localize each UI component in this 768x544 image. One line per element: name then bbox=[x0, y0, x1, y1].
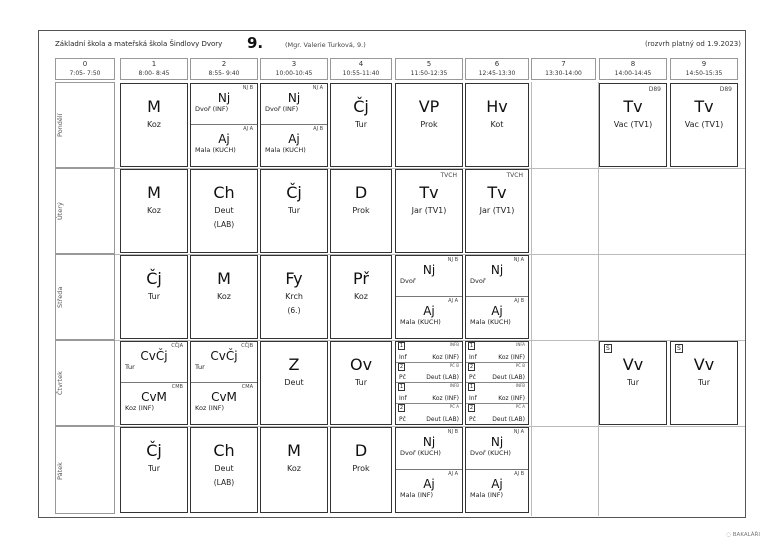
period-header-9: 9 14:50-15:35 bbox=[670, 58, 738, 80]
bakalari-logo: ◌ BAKALÁŘI bbox=[726, 532, 760, 538]
period-header-0: 0 7:05- 7:50 bbox=[55, 58, 115, 80]
lesson-cell[interactable]: TVCH Tv Jar (TV1) bbox=[395, 169, 463, 253]
lesson-cell[interactable]: Čj Tur bbox=[260, 169, 328, 253]
day-label-tuesday: Úterý bbox=[56, 202, 64, 220]
lesson-cell[interactable]: Př Koz bbox=[330, 255, 392, 339]
col-divider bbox=[531, 82, 532, 516]
day-label-friday: Pátek bbox=[56, 462, 64, 480]
lesson-cell-split[interactable]: NJ A Nj Dvoř (KUCH) AJ B Aj Mala (INF) bbox=[465, 427, 529, 513]
period-header-2: 2 8:55- 9:40 bbox=[190, 58, 258, 80]
lesson-cell[interactable]: M Koz bbox=[260, 427, 328, 513]
period-header-8: 8 14:00-14:45 bbox=[599, 58, 667, 80]
lesson-cell-split[interactable]: CČJB CvČj Tur CMA CvM Koz (INF) bbox=[190, 341, 258, 425]
period-header-3: 3 10:00-10:45 bbox=[260, 58, 328, 80]
bakalari-label: BAKALÁŘI bbox=[732, 532, 760, 538]
lesson-cell[interactable]: D Prok bbox=[330, 427, 392, 513]
period-header-7: 7 13:30-14:00 bbox=[531, 58, 596, 80]
lesson-cell[interactable]: S Vv Tur bbox=[599, 341, 667, 425]
lesson-cell[interactable]: Čj Tur bbox=[120, 427, 188, 513]
lesson-cell-split[interactable]: NJ B Nj Dvoř (INF) AJ A Aj Mala (KUCH) bbox=[190, 83, 258, 167]
lesson-cell[interactable]: Čj Tur bbox=[120, 255, 188, 339]
lesson-cell-split[interactable]: NJ B Nj Dvoř AJ A Aj Mala (KUCH) bbox=[395, 255, 463, 339]
lesson-cell[interactable]: D89 Tv Vac (TV1) bbox=[670, 83, 738, 167]
lesson-cell-split[interactable]: NJ A Nj Dvoř (INF) AJ B Aj Mala (KUCH) bbox=[260, 83, 328, 167]
class-name: 9. bbox=[247, 34, 264, 52]
period-header-4: 4 10:55-11:40 bbox=[330, 58, 392, 80]
lesson-cell[interactable]: Fy Krch (6.) bbox=[260, 255, 328, 339]
lesson-cell-quad[interactable]: 1 INFA Inf Koz (INF) 2 PČ B Pč Deut (LAB) 1 INFB Inf Koz (INF) 2 PČ A Pč Deut (LAB) bbox=[465, 341, 529, 425]
lesson-cell[interactable]: Hv Kot bbox=[465, 83, 529, 167]
lesson-cell-split[interactable]: NJ B Nj Dvoř (KUCH) AJ A Aj Mala (INF) bbox=[395, 427, 463, 513]
lesson-cell[interactable]: M Koz bbox=[190, 255, 258, 339]
period-header-1: 1 8:00- 8:45 bbox=[120, 58, 188, 80]
lesson-cell[interactable]: Ch Deut (LAB) bbox=[190, 169, 258, 253]
lesson-cell[interactable]: TVCH Tv Jar (TV1) bbox=[465, 169, 529, 253]
lesson-cell[interactable]: M Koz bbox=[120, 169, 188, 253]
day-label-thursday: Čtvrtek bbox=[56, 371, 64, 395]
lesson-cell[interactable]: Ch Deut (LAB) bbox=[190, 427, 258, 513]
lesson-cell[interactable]: Z Deut bbox=[260, 341, 328, 425]
lesson-cell[interactable]: D Prok bbox=[330, 169, 392, 253]
lesson-cell[interactable]: VP Prok bbox=[395, 83, 463, 167]
school-name: Základní škola a mateřská škola Šindlovy Dvory bbox=[55, 40, 223, 48]
lesson-cell[interactable]: M Koz bbox=[120, 83, 188, 167]
lesson-cell[interactable]: D89 Tv Vac (TV1) bbox=[599, 83, 667, 167]
lesson-cell-quad[interactable]: 1 INFB Inf Koz (INF) 2 PČ B Pč Deut (LAB) 1 INFB Inf Koz (INF) 2 PČ A Pč Deut (LAB) bbox=[395, 341, 463, 425]
lesson-cell-split[interactable]: CČJA CvČj Tur CMB CvM Koz (INF) bbox=[120, 341, 188, 425]
day-label-wednesday: Středa bbox=[56, 286, 64, 308]
day-label-monday: Pondělí bbox=[56, 113, 64, 137]
period-header-6: 6 12:45-13:30 bbox=[465, 58, 529, 80]
lesson-cell[interactable]: S Vv Tur bbox=[670, 341, 738, 425]
period-header-5: 5 11:50-12:35 bbox=[395, 58, 463, 80]
validity-note: (rozvrh platný od 1.9.2023) bbox=[644, 40, 741, 48]
lesson-cell-split[interactable]: NJ A Nj Dvoř AJ B Aj Mala (KUCH) bbox=[465, 255, 529, 339]
lesson-cell[interactable]: Ov Tur bbox=[330, 341, 392, 425]
timetable-header bbox=[55, 34, 745, 56]
lesson-cell[interactable]: Čj Tur bbox=[330, 83, 392, 167]
class-teacher: (Mgr. Valerie Turková, 9.) bbox=[285, 41, 366, 49]
